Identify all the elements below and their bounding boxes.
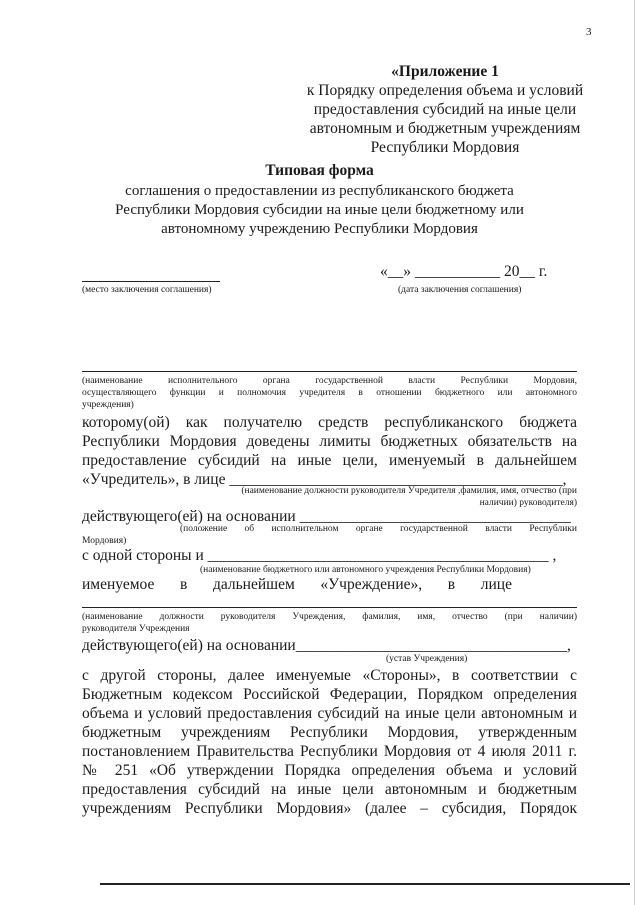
form-subtitle-line: соглашения о предоставлении из республиканского бюджета (125, 183, 514, 199)
date-caption: (дата заключения соглашения) (398, 285, 522, 295)
place-blank-line (82, 281, 220, 282)
authority-caption: (наименование исполнительного органа государственной власти Республики Мордовия, осуществляющего функции и полномочия учредителя в отношении бюджетного или автономного учреждения) (82, 376, 577, 410)
paragraph-institution: именуемое в дальнейшем «Учреждение», в лице (82, 576, 512, 593)
charter-caption: (устав Учреждения) (386, 654, 468, 664)
appendix-title: «Приложение 1 (391, 63, 499, 80)
paragraph-first-party: с одной стороны и ____________________________________________ , (82, 547, 557, 564)
paragraph-acting-institution: действующего(ей) на основании___________________________________, (82, 637, 571, 654)
page-number: 3 (586, 26, 592, 38)
appendix-line: к Порядку определения объема и условий (306, 82, 584, 99)
form-title: Типовая форма (265, 162, 374, 179)
form-subtitle-line: Республики Мордовия субсидии на иные цели бюджетному или (115, 202, 524, 218)
form-subtitle-line: автономному учреждению Республики Мордовия (161, 221, 478, 237)
authority-blank-line (82, 371, 577, 372)
form-subtitle (0, 182, 639, 239)
appendix-line: предоставления субсидий на иные цели (313, 101, 577, 118)
paragraph-acting-founder: действующего(ей) на основании ___________________________________ (82, 508, 571, 525)
place-caption: (место заключения соглашения) (82, 285, 212, 295)
institution-head-blank-line (82, 607, 577, 608)
institution-caption: (наименование бюджетного или автономного учреждения Республики Мордовия) (200, 565, 531, 575)
founder-head-caption: (наименование должности руководителя Учредителя ,фамилия, имя, отчество (при наличии) руководителя) (241, 486, 577, 508)
paragraph-founder: которому(ой) как получателю средств республиканского бюджета Республики Мордовия доведены лимиты бюджетных обязательств на предоставление субсидий на иные цели, именуемый в дальнейшем «Учредитель», в лице ___________________________________________, (82, 414, 577, 488)
appendix-line: автономным и бюджетным учреждениям (309, 120, 581, 137)
appendix-block (300, 62, 590, 157)
appendix-line: Республики Мордовия (370, 139, 520, 156)
paragraph-parties: с другой стороны, далее именуемые «Стороны», в соответствии с Бюджетным кодексом Российской Федерации, Порядком определения объема и условий предоставления субсидий на иные цели автономным и бюджетным учреждениям Республики Мордовия, утвержденным постановлением Правительства Республики Мордовия от 4 июля 2011 г. № 251 «Об утверждении Порядка определения объема и условий предоставления субсидий на иные цели автономным и бюджетным учреждениям Республики Мордовия» (далее – субсидия, Порядок (82, 667, 577, 817)
bottom-rule (100, 883, 630, 885)
founder-basis-caption: (положение об исполнительном органе государственной власти Республики Мордовия) (82, 524, 577, 546)
institution-head-caption: (наименование должности руководителя Учреждения, фамилия, имя, отчество (при наличии) руководителя Учреждения (82, 612, 577, 634)
scan-edge (634, 0, 635, 905)
date-field: «__» ___________ 20__ г. (380, 263, 548, 280)
